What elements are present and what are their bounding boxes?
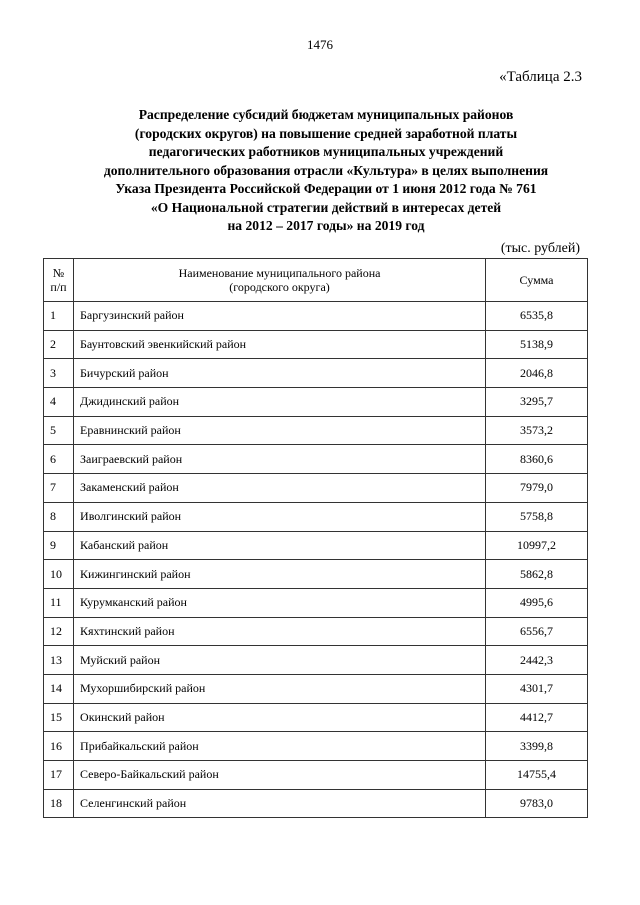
- row-sum: 6535,8: [486, 302, 588, 331]
- units-label: (тыс. рублей): [500, 241, 580, 256]
- row-sum: 4301,7: [486, 674, 588, 703]
- title-line: дополнительного образования отрасли «Культура» в целях выполнения: [103, 162, 549, 178]
- table-row: [44, 359, 588, 388]
- row-number: 4: [44, 388, 74, 417]
- row-sum: 6556,7: [486, 617, 588, 646]
- table-reference: «Таблица 2.3: [499, 69, 582, 85]
- row-district-name: Окинский район: [74, 703, 486, 732]
- header-number-line2: п/п: [50, 280, 67, 294]
- title-line: (городских округов) на повышение средней заработной платы: [134, 125, 518, 141]
- table-row: [44, 531, 588, 560]
- header-number-line1: №: [52, 266, 65, 280]
- row-sum: 3573,2: [486, 416, 588, 445]
- row-sum: 4995,6: [486, 588, 588, 617]
- row-sum: 14755,4: [486, 761, 588, 790]
- title-line: на 2012 – 2017 годы» на 2019 год: [227, 218, 425, 233]
- row-number: 6: [44, 445, 74, 474]
- header-name-line2: (городского округа): [229, 280, 330, 294]
- row-number: 9: [44, 531, 74, 560]
- row-sum: 2442,3: [486, 646, 588, 675]
- row-sum: 9783,0: [486, 789, 588, 818]
- page-number: 1476: [307, 37, 333, 52]
- row-number: 10: [44, 560, 74, 589]
- table-row: [44, 302, 588, 331]
- row-sum: 3295,7: [486, 388, 588, 417]
- title-line: Распределение субсидий бюджетам муниципальных районов: [138, 107, 514, 122]
- row-sum: 10997,2: [486, 531, 588, 560]
- row-number: 8: [44, 502, 74, 531]
- row-district-name: Кижингинский район: [74, 560, 486, 589]
- table-row: [44, 588, 588, 617]
- row-number: 16: [44, 732, 74, 761]
- row-number: 11: [44, 588, 74, 617]
- row-number: 5: [44, 416, 74, 445]
- row-sum: 5138,9: [486, 330, 588, 359]
- row-district-name: Муйский район: [74, 646, 486, 675]
- table-row: [44, 388, 588, 417]
- row-district-name: Северо-Байкальский район: [74, 761, 486, 790]
- row-district-name: Заиграевский район: [74, 445, 486, 474]
- table-row: [44, 617, 588, 646]
- row-sum: 5862,8: [486, 560, 588, 589]
- header-name: [74, 259, 486, 302]
- row-district-name: Кабанский район: [74, 531, 486, 560]
- table-row: [44, 502, 588, 531]
- header-name-line1: Наименование муниципального района: [178, 266, 381, 280]
- table-row: [44, 646, 588, 675]
- row-district-name: Бичурский район: [74, 359, 486, 388]
- row-district-name: Прибайкальский район: [74, 732, 486, 761]
- row-number: 1: [44, 302, 74, 331]
- header-number: [44, 259, 74, 302]
- row-number: 18: [44, 789, 74, 818]
- table-header-row: [44, 259, 588, 302]
- title-line: Указа Президента Российской Федерации от 1 июня 2012 года № 761: [115, 181, 537, 196]
- row-district-name: Баргузинский район: [74, 302, 486, 331]
- row-district-name: Селенгинский район: [74, 789, 486, 818]
- row-sum: 4412,7: [486, 703, 588, 732]
- table-row: [44, 330, 588, 359]
- row-number: 7: [44, 474, 74, 503]
- table-row: [44, 674, 588, 703]
- row-district-name: Курумканский район: [74, 588, 486, 617]
- subsidy-table: [43, 258, 588, 818]
- row-sum: 2046,8: [486, 359, 588, 388]
- row-number: 12: [44, 617, 74, 646]
- table-row: [44, 560, 588, 589]
- row-number: 15: [44, 703, 74, 732]
- table-row: [44, 789, 588, 818]
- table-row: [44, 445, 588, 474]
- row-number: 13: [44, 646, 74, 675]
- table-row: [44, 703, 588, 732]
- row-sum: 7979,0: [486, 474, 588, 503]
- table-row: [44, 732, 588, 761]
- row-sum: 3399,8: [486, 732, 588, 761]
- row-district-name: Мухоршибирский район: [74, 674, 486, 703]
- row-district-name: Иволгинский район: [74, 502, 486, 531]
- document-title: [60, 106, 592, 236]
- title-line: «О Национальной стратегии действий в интересах детей: [150, 199, 502, 215]
- header-sum-label: Сумма: [519, 273, 554, 287]
- row-number: 3: [44, 359, 74, 388]
- row-sum: 8360,6: [486, 445, 588, 474]
- header-sum: [486, 259, 588, 302]
- row-district-name: Закаменский район: [74, 474, 486, 503]
- title-line: педагогических работников муниципальных учреждений: [148, 144, 504, 159]
- row-sum: 5758,8: [486, 502, 588, 531]
- row-district-name: Баунтовский эвенкийский район: [74, 330, 486, 359]
- row-district-name: Еравнинский район: [74, 416, 486, 445]
- table-row: [44, 416, 588, 445]
- table-row: [44, 761, 588, 790]
- row-district-name: Джидинский район: [74, 388, 486, 417]
- row-number: 14: [44, 674, 74, 703]
- table-row: [44, 474, 588, 503]
- row-district-name: Кяхтинский район: [74, 617, 486, 646]
- row-number: 2: [44, 330, 74, 359]
- row-number: 17: [44, 761, 74, 790]
